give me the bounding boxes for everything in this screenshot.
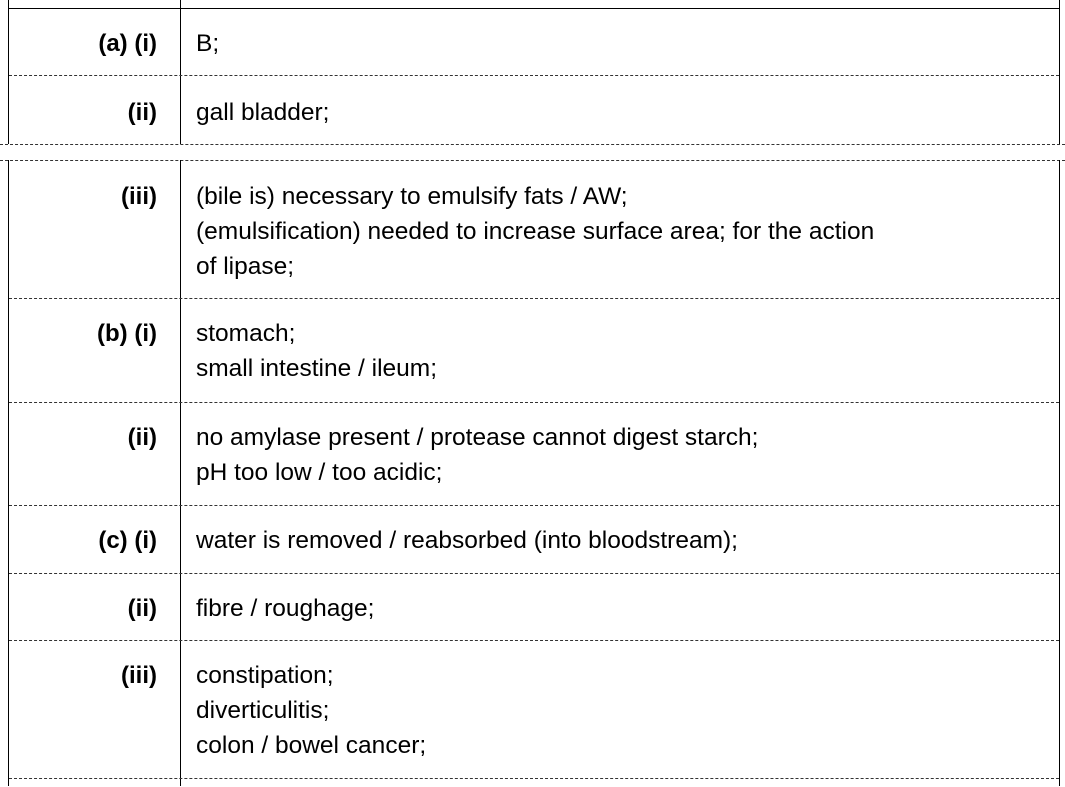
answer-line: fibre / roughage; <box>196 595 375 622</box>
answer-line: small intestine / ileum; <box>196 355 438 382</box>
mark-scheme-table-part2 <box>8 160 1060 786</box>
mark-scheme-table-part1 <box>8 0 1060 144</box>
table-row <box>9 298 1059 403</box>
answer-text <box>196 179 1051 284</box>
question-label: (b) (i) <box>97 320 157 347</box>
question-label: (iii) <box>121 662 157 689</box>
answer-text <box>196 95 1051 130</box>
answer-line: no amylase present / protease cannot digest starch; <box>196 424 759 451</box>
answer-text <box>196 26 1051 61</box>
answer-text <box>196 420 1051 490</box>
question-label: (iii) <box>121 183 157 210</box>
answer-line: colon / bowel cancer; <box>196 732 427 759</box>
answer-text <box>196 316 1051 386</box>
table-row <box>9 160 1059 298</box>
answer-text <box>196 523 1051 558</box>
answer-line: stomach; <box>196 320 296 347</box>
answer-line: of lipase; <box>196 253 295 280</box>
question-label: (c) (i) <box>98 527 157 554</box>
answer-line: (emulsification) needed to increase surface area; for the action <box>196 218 875 245</box>
answer-line: constipation; <box>196 662 334 689</box>
answer-text <box>196 658 1051 763</box>
question-label: (ii) <box>127 595 157 622</box>
answer-line: pH too low / too acidic; <box>196 459 443 486</box>
question-label: (ii) <box>127 424 157 451</box>
table-row <box>9 640 1059 787</box>
answer-line: gall bladder; <box>196 99 330 126</box>
section-break-line <box>0 144 1065 145</box>
answer-line: (bile is) necessary to emulsify fats / AW; <box>196 183 628 210</box>
table-row <box>9 573 1059 641</box>
question-label: (a) (i) <box>98 30 157 57</box>
table-row <box>9 8 1059 75</box>
table-row <box>9 75 1059 145</box>
answer-line: water is removed / reabsorbed (into bloodstream); <box>196 527 738 554</box>
answer-line: diverticulitis; <box>196 697 330 724</box>
table-row <box>9 505 1059 574</box>
table-row <box>9 402 1059 506</box>
answer-text <box>196 591 1051 626</box>
question-label: (ii) <box>127 99 157 126</box>
answer-line: B; <box>196 30 220 57</box>
